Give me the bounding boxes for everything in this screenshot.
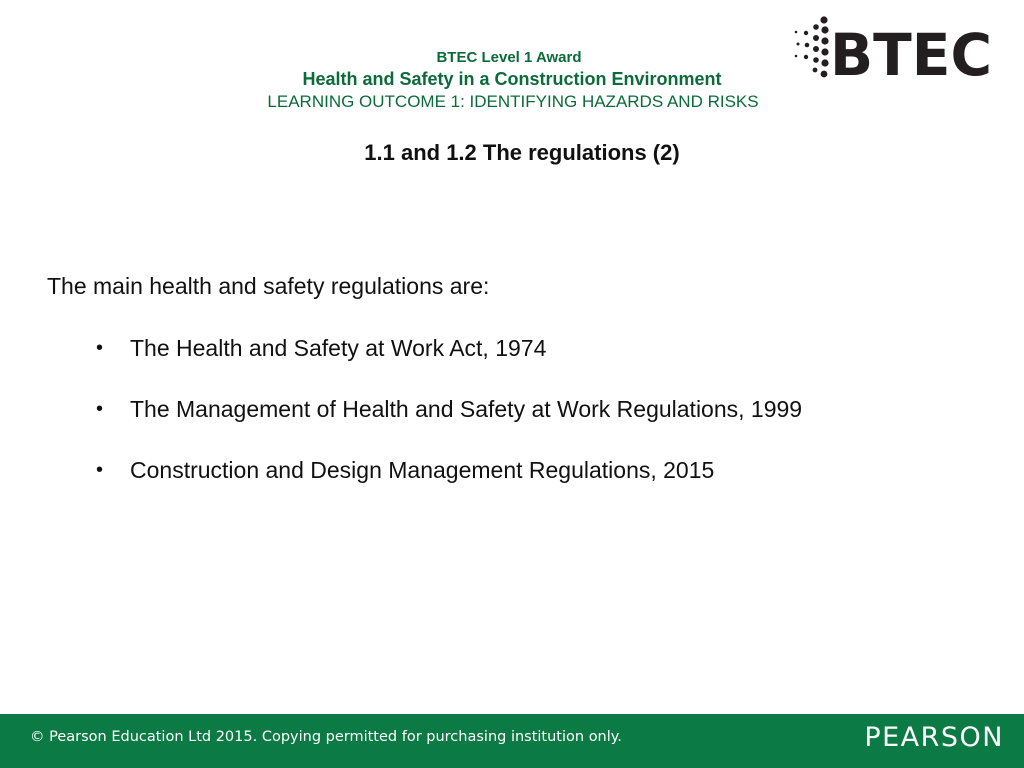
- regulations-list: [96, 334, 802, 517]
- bullet-icon: •: [96, 337, 104, 359]
- dot-pattern-icon: [795, 16, 829, 77]
- slide-title: 1.1 and 1.2 The regulations (2): [364, 140, 680, 165]
- list-item: [96, 395, 802, 456]
- bullet-icon: •: [96, 398, 104, 420]
- list-item-text: The Management of Health and Safety at Work Regulations, 1999: [130, 396, 803, 422]
- learning-outcome: LEARNING OUTCOME 1: IDENTIFYING HAZARDS AND RISKS: [267, 92, 759, 111]
- list-item: [96, 456, 802, 517]
- btec-logo-text: BTEC: [830, 21, 992, 80]
- bullet-icon: •: [96, 459, 104, 481]
- copyright-notice: © Pearson Education Ltd 2015. Copying permitted for purchasing institution only.: [30, 729, 622, 745]
- list-item-text: Construction and Design Management Regulations, 2015: [130, 457, 715, 483]
- list-item-text: The Health and Safety at Work Act, 1974: [130, 335, 547, 361]
- pearson-logo: PEARSON: [864, 722, 1004, 753]
- course-title: Health and Safety in a Construction Environment: [302, 69, 722, 89]
- award-level: BTEC Level 1 Award: [436, 49, 582, 66]
- intro-text: The main health and safety regulations are:: [47, 273, 490, 299]
- btec-logo: [792, 16, 996, 80]
- footer-bar: [0, 714, 1024, 768]
- list-item: [96, 334, 802, 395]
